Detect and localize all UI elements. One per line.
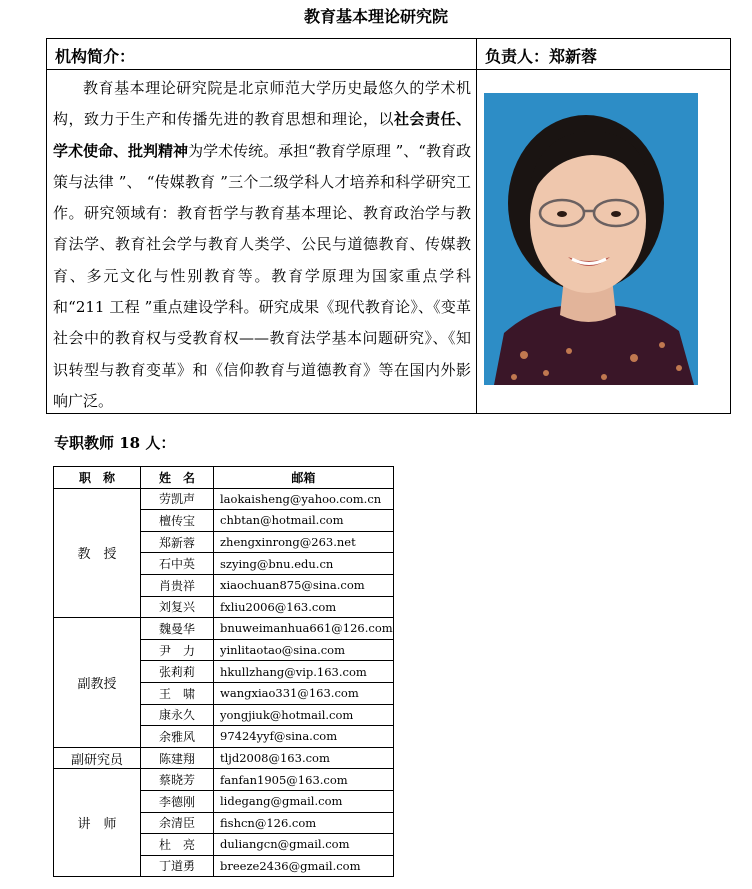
email-cell[interactable]: bnuweimanhua661@126.com [214, 618, 394, 640]
name-cell: 杜 亮 [141, 834, 214, 856]
staff-section-title: 专职教师 18 人： [54, 434, 176, 452]
name-cell: 郑新蓉 [141, 531, 214, 553]
email-cell[interactable]: szying@bnu.edu.cn [214, 553, 394, 575]
intro-text-part: 为学术传统。承担“教育学原理 ”、“教育政策与法律 ”、 “传媒教育 ”三个二级学科人才培养和科学研究工作。研究领域有：教育哲学与教育基本理论、教育政治学与教育法学、教育社会学与教育人类学、公民与道德教育、传媒教育、多元文化与性别教育等。教育学原理为国家重点学科和“211 工程 ”重点建设学科。研究成果《现代教育论》、《变革社会中的教育权与受教育权——教育法学基本问题研究》、《知识转型与教育变革》和《信仰教育与道德教育》等在国内外影响广泛。 [53, 141, 471, 410]
director-header: 负责人：郑新蓉 [485, 47, 598, 66]
intro-box [46, 38, 731, 414]
intro-header: 机构简介： [55, 47, 136, 66]
email-cell[interactable]: chbtan@hotmail.com [214, 510, 394, 532]
staff-table [53, 466, 394, 877]
name-cell: 檀传宝 [141, 510, 214, 532]
email-cell[interactable]: fanfan1905@163.com [214, 769, 394, 791]
email-cell[interactable]: duliangcn@gmail.com [214, 834, 394, 856]
rank-cell: 讲 师 [54, 769, 141, 877]
email-cell[interactable]: wangxiao331@163.com [214, 682, 394, 704]
email-cell[interactable]: breeze2436@gmail.com [214, 855, 394, 877]
name-cell: 丁道勇 [141, 855, 214, 877]
name-cell: 劳凯声 [141, 488, 214, 510]
intro-text [53, 73, 471, 417]
intro-text-part: 教育基本理论研究院是北京师范大学历史最悠久的学术机构，致力于生产和传播先进的教育思想和理论，以 [53, 79, 471, 129]
portrait-image [484, 93, 698, 385]
email-cell[interactable]: lidegang@gmail.com [214, 790, 394, 812]
email-cell[interactable]: fxliu2006@163.com [214, 596, 394, 618]
table-row [54, 769, 394, 791]
name-cell: 蔡晓芳 [141, 769, 214, 791]
name-cell: 刘复兴 [141, 596, 214, 618]
name-cell: 张莉莉 [141, 661, 214, 683]
name-cell: 余清臣 [141, 812, 214, 834]
intro-text-bold: 社会责任、学术使命、批判精神 [53, 110, 471, 160]
rank-cell: 副教授 [54, 618, 141, 748]
name-cell: 石中英 [141, 553, 214, 575]
table-row [54, 488, 394, 510]
table-row [54, 747, 394, 769]
divider [47, 69, 730, 70]
email-cell[interactable]: 97424yyf@sina.com [214, 726, 394, 748]
table-row [54, 618, 394, 640]
email-cell[interactable]: hkullzhang@vip.163.com [214, 661, 394, 683]
column-header-email: 邮箱 [214, 467, 394, 489]
name-cell: 尹 力 [141, 639, 214, 661]
email-cell[interactable]: zhengxinrong@263.net [214, 531, 394, 553]
email-cell[interactable]: xiaochuan875@sina.com [214, 574, 394, 596]
email-cell[interactable]: fishcn@126.com [214, 812, 394, 834]
name-cell: 余雅风 [141, 726, 214, 748]
name-cell: 王 啸 [141, 682, 214, 704]
column-header-name: 姓 名 [141, 467, 214, 489]
page-title: 教育基本理论研究院 [303, 7, 448, 26]
email-cell[interactable]: tljd2008@163.com [214, 747, 394, 769]
email-cell[interactable]: yinlitaotao@sina.com [214, 639, 394, 661]
email-cell[interactable]: laokaisheng@yahoo.com.cn [214, 488, 394, 510]
rank-cell: 教 授 [54, 488, 141, 618]
name-cell: 康永久 [141, 704, 214, 726]
column-header-rank: 职 称 [54, 467, 141, 489]
rank-cell: 副研究员 [54, 747, 141, 769]
name-cell: 魏曼华 [141, 618, 214, 640]
table-header-row [54, 467, 394, 489]
email-cell[interactable]: yongjiuk@hotmail.com [214, 704, 394, 726]
name-cell: 肖贵祥 [141, 574, 214, 596]
name-cell: 陈建翔 [141, 747, 214, 769]
name-cell: 李德刚 [141, 790, 214, 812]
divider [476, 39, 477, 413]
director-photo [484, 93, 698, 385]
